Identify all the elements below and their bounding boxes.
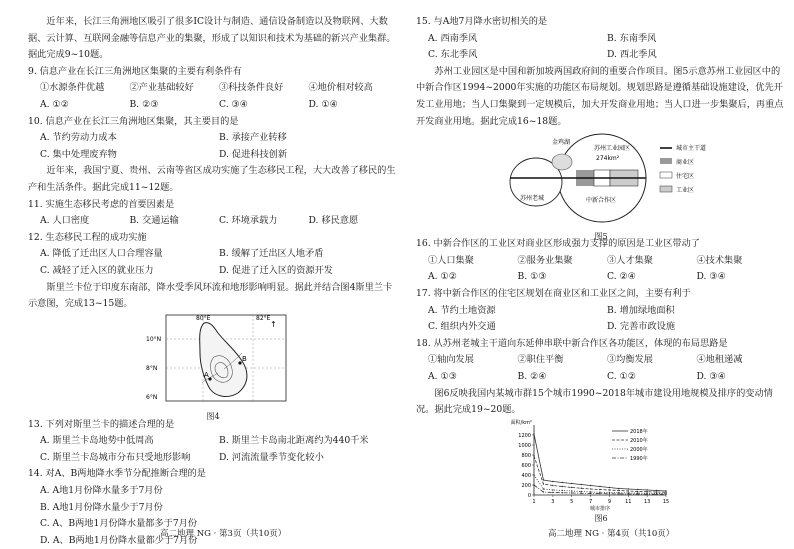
data-point — [590, 484, 591, 485]
data-point — [552, 491, 553, 492]
q16-opt: ②服务业集聚 — [517, 254, 573, 266]
q16-choice-d[interactable]: D. ③④ — [696, 271, 726, 283]
q11-choice-b[interactable]: B. 交通运输 — [129, 215, 179, 227]
lake — [552, 154, 572, 170]
data-point — [571, 482, 572, 483]
q9-choices — [28, 97, 398, 114]
figure-6 — [416, 419, 786, 524]
data-point — [656, 493, 657, 494]
lake-label: 金鸡湖 — [552, 139, 571, 147]
data-point — [599, 488, 600, 489]
q10-choice-b[interactable]: B. 承接产业转移 — [219, 132, 287, 144]
y-tick-label: 1000 — [518, 442, 531, 449]
q11-choice-a[interactable]: A. 人口密度 — [40, 215, 90, 227]
q11-choices — [28, 213, 398, 230]
q13-choices-row1 — [28, 433, 398, 450]
q10-choice-c[interactable]: C. 集中处理废弃物 — [40, 148, 117, 160]
data-point — [562, 485, 563, 486]
q9-opt: ④地价相对较高 — [308, 82, 373, 94]
q12-stem: 12. 生态移民工程的成功实施 — [28, 231, 147, 243]
y-tick-label: 200 — [521, 482, 531, 489]
x-tick-label: 15 — [662, 498, 670, 505]
data-point — [543, 491, 544, 492]
sri-lanka-map — [28, 313, 398, 405]
q9-choice-b[interactable]: B. ②③ — [129, 98, 159, 110]
q9-opts — [28, 80, 398, 97]
intro-13-15: 斯里兰卡位于印度东南部，降水受季风环流和地形影响明显。据此并结合图4斯里兰卡示意图，完成13~15题。 — [28, 281, 393, 310]
q10-choices-row1 — [28, 130, 398, 147]
q12-choice-a[interactable]: A. 降低了迁出区人口合理容量 — [40, 248, 163, 260]
y-tick-label: 600 — [521, 462, 531, 469]
q18-stem: 18. 从苏州老城主干道向东延伸串联中新合作区各功能区，体现的布局思路是 — [416, 337, 728, 349]
data-point — [618, 493, 619, 494]
x-tick-label: 9 — [607, 498, 612, 505]
x-tick-label: 13 — [643, 498, 651, 505]
q9-choice-d[interactable]: D. ①④ — [308, 98, 338, 110]
data-point — [543, 488, 544, 489]
figure-5 — [416, 130, 786, 241]
q14-choice-b[interactable]: B. A地1月份降水量少于7月份 — [40, 501, 163, 513]
q18-opt: ③均衡发展 — [607, 354, 653, 366]
legend-label: 2018年 — [630, 428, 648, 435]
q18-choice-b[interactable]: B. ②④ — [517, 370, 547, 382]
q10-choice-d[interactable]: D. 促进科技创新 — [219, 148, 288, 160]
q13-stem: 13. 下列对斯里兰卡的描述合理的是 — [28, 418, 175, 430]
data-point — [552, 480, 553, 481]
figure-6-chart — [416, 419, 786, 512]
data-point — [609, 486, 610, 487]
q14-choice-c[interactable]: C. A、B两地1月份降水量都多于7月份 — [40, 518, 198, 530]
q18-choice-d[interactable]: D. ③④ — [696, 370, 726, 382]
data-point — [665, 491, 666, 492]
q13-choice-b[interactable]: B. 斯里兰卡岛南北距离约为440千米 — [219, 435, 369, 447]
legend-label: 1990年 — [630, 455, 648, 462]
data-point — [543, 479, 544, 480]
data-point — [543, 483, 544, 484]
data-point — [590, 488, 591, 489]
data-point — [618, 487, 619, 488]
data-point — [656, 489, 657, 490]
q17-choices-row2 — [416, 319, 786, 336]
legend-label: 城市主干道 — [676, 145, 707, 153]
data-point — [637, 493, 638, 494]
q9-opt: ①水源条件优越 — [40, 82, 105, 94]
q12-choices-row1 — [28, 246, 398, 263]
q18-opts — [416, 352, 786, 369]
q18-opt: ④地租递减 — [696, 354, 743, 366]
data-point — [580, 487, 581, 488]
right-page — [416, 14, 786, 524]
q16-stem: 16. 中新合作区的工业区对商业区形成强力支撑的原因是工业区带动了 — [416, 238, 700, 250]
q15-choices-row2 — [416, 47, 786, 64]
suzhou-park-diagram — [416, 130, 786, 224]
data-point — [562, 492, 563, 493]
series-line — [534, 475, 666, 494]
q10-choices-row2 — [28, 147, 398, 164]
q9-opt: ③科技条件良好 — [219, 82, 284, 94]
x-tick-label: 11 — [625, 498, 632, 505]
q9-choice-c[interactable]: C. ③④ — [219, 98, 249, 110]
q16-opt: ①人口集聚 — [428, 254, 474, 266]
x-tick-label: 1 — [532, 498, 536, 505]
data-point — [637, 490, 638, 491]
q17-choice-d[interactable]: D. 完善市政设施 — [607, 321, 676, 333]
north-arrow-icon: ↑ — [270, 319, 277, 329]
data-point — [599, 491, 600, 492]
q13-choice-c[interactable]: C. 斯里兰卡岛城市分布只受地形影响 — [40, 451, 191, 463]
q16-opt: ③人才集聚 — [607, 254, 653, 266]
data-point — [580, 492, 581, 493]
q15-choice-c[interactable]: C. 东北季风 — [428, 49, 478, 61]
lat-label: 10°N — [146, 335, 162, 343]
intro-9-10: 近年来，长江三角洲地区吸引了很多IC设计与制造、通信设备制造以及物联网、大数据、云计算、互联网金融等信息产业的集聚，形成了以知识和技术为基础的新兴产业集群。据此完成9~10题。 — [28, 16, 396, 61]
y-tick-label: 800 — [521, 452, 531, 459]
q11-choice-d[interactable]: D. 移民意愿 — [308, 215, 359, 227]
q11-stem: 11. 实施生态移民考虑的首要因素是 — [28, 198, 175, 210]
q18-choices — [416, 369, 786, 386]
q9-opt: ②产业基础较好 — [129, 82, 194, 94]
q16-choice-a[interactable]: A. ①② — [428, 271, 457, 283]
legend — [660, 144, 706, 194]
left-footer: 高二地理 NG · 第3页（共10页） — [160, 529, 287, 539]
q17-choice-a[interactable]: A. 节约土地资源 — [428, 304, 496, 316]
data-point — [571, 490, 572, 491]
q18-choice-c[interactable]: C. ①② — [607, 370, 637, 382]
figure-5-caption: 图5 — [594, 231, 608, 241]
data-point — [609, 493, 610, 494]
data-point — [552, 489, 553, 490]
lat-label: 8°N — [146, 364, 158, 372]
data-point — [646, 489, 647, 490]
q13-choices-row2 — [28, 450, 398, 467]
data-point — [562, 489, 563, 490]
legend-label: 2010年 — [630, 437, 648, 444]
island-outline — [200, 322, 247, 396]
data-point — [533, 433, 534, 434]
left-page — [28, 14, 398, 549]
q15-choice-d[interactable]: D. 西北季风 — [607, 49, 657, 61]
legend-label: 商业区 — [676, 159, 695, 167]
q16-choice-b[interactable]: B. ①③ — [517, 271, 547, 283]
data-point — [609, 491, 610, 492]
lat-label: 6°N — [146, 393, 158, 401]
data-point — [533, 474, 534, 475]
q12-choice-c[interactable]: C. 减轻了迁入区的就业压力 — [40, 264, 154, 276]
figure-4-caption: 图4 — [206, 412, 220, 422]
data-point — [571, 486, 572, 487]
q12-choice-b[interactable]: B. 缓解了迁出区人地矛盾 — [219, 248, 324, 260]
data-point — [665, 490, 666, 491]
data-point — [533, 484, 534, 485]
q18-opt: ①轴向发展 — [428, 354, 474, 366]
data-point — [618, 489, 619, 490]
q16-opt: ④技术集聚 — [696, 254, 743, 266]
q10-choice-a[interactable]: A. 节约劳动力成本 — [40, 132, 117, 144]
legend-label: 住宅区 — [676, 173, 695, 181]
q15-choice-b[interactable]: B. 东南季风 — [607, 32, 657, 44]
figure-6-caption: 图6 — [594, 514, 608, 524]
coop-label: 中新合作区 — [586, 197, 617, 205]
data-point — [628, 488, 629, 489]
x-tick-label: 7 — [588, 498, 593, 505]
data-point — [628, 493, 629, 494]
park-label: 苏州工业园区 — [594, 145, 631, 153]
q14-choice-d[interactable]: D. A、B两地1月份降水量都少于7月份 — [40, 534, 198, 546]
data-point — [656, 491, 657, 492]
q14-choice-a[interactable]: A. A地1月份降水量多于7月份 — [40, 485, 163, 497]
y-tick-label: 400 — [521, 472, 531, 479]
data-point — [533, 455, 534, 456]
data-point — [580, 490, 581, 491]
data-point — [590, 491, 591, 492]
park-area-label: 274km² — [596, 155, 620, 163]
data-point — [599, 485, 600, 486]
q17-choice-c[interactable]: C. 组织内外交通 — [428, 321, 496, 333]
legend-label: 2000年 — [630, 446, 648, 453]
data-point — [646, 491, 647, 492]
q17-choices-row1 — [416, 303, 786, 320]
figure-4 — [28, 313, 398, 422]
data-point — [590, 492, 591, 493]
q17-stem: 17. 将中新合作区的住宅区规划在商业区和工业区之间，主要有利于 — [416, 287, 691, 299]
data-point — [571, 492, 572, 493]
point-b-label: B — [242, 354, 247, 363]
x-tick-label: 5 — [570, 498, 574, 505]
lon-label: 80°E — [196, 314, 211, 322]
point-a-label: A — [204, 370, 209, 379]
q9-choice-a[interactable]: A. ①② — [40, 98, 69, 110]
q17-choice-b[interactable]: B. 增加绿地面积 — [607, 304, 675, 316]
q13-choice-d[interactable]: D. 河流流量季节变化较小 — [219, 451, 324, 463]
q11-choice-c[interactable]: C. 环境承载力 — [219, 215, 278, 227]
q18-choice-a[interactable]: A. ①③ — [428, 370, 457, 382]
data-point — [562, 481, 563, 482]
q12-choices-row2 — [28, 263, 398, 280]
right-footer: 高二地理 NG · 第4页（共10页） — [548, 529, 675, 539]
q16-choices — [416, 269, 786, 286]
y-axis-label: 面积/km² — [510, 419, 532, 426]
q15-choice-a[interactable]: A. 西南季风 — [428, 32, 478, 44]
intro-16-18: 苏州工业园区是中国和新加坡两国政府间的重要合作项目。图5示意苏州工业园区中的中新合作区1994~2000年实施的功能区布局规划。规划思路是遵循基础设施建设，优先开发工业用地；当人口集聚到一定规模后，加大开发商业用地；当人口进一步集聚后，再重点开发商业用地。据此完成16~18题。 — [416, 65, 784, 127]
q15-stem: 15. 与A地7月降水密切相关的是 — [416, 16, 548, 27]
data-point — [628, 490, 629, 491]
legend-label: 工业区 — [676, 187, 695, 195]
q14-stem: 14. 对A、B两地降水季节分配推断合理的是 — [28, 468, 206, 480]
data-point — [665, 493, 666, 494]
x-tick-label: 3 — [551, 498, 555, 505]
data-point — [599, 493, 600, 494]
q16-choice-c[interactable]: C. ②④ — [607, 271, 637, 283]
q9-stem: 9. 信息产业在长江三角洲地区集聚的主要有利条件有 — [28, 65, 242, 77]
old-city-label: 苏州老城 — [520, 195, 545, 203]
lon-label: 82°E — [256, 314, 271, 322]
q15-choices-row1 — [416, 31, 786, 48]
point-a-marker — [208, 377, 211, 380]
data-point — [637, 488, 638, 489]
q16-opts — [416, 253, 786, 270]
data-point — [552, 484, 553, 485]
q10-stem: 10. 信息产业在长江三角洲地区集聚，其主要目的是 — [28, 115, 239, 127]
q13-choice-a[interactable]: A. 斯里兰卡岛地势中低周高 — [40, 435, 154, 447]
y-tick-label: 1200 — [518, 432, 531, 439]
intro-11-12: 近年来，我国宁夏、贵州、云南等省区成功实施了生态移民工程，大大改善了移民的生产和生活条件。据此完成11~12题。 — [28, 165, 396, 193]
data-point — [646, 493, 647, 494]
q18-opt: ②职住平衡 — [517, 354, 564, 366]
data-point — [580, 483, 581, 484]
y-tick-label: 0 — [527, 492, 531, 499]
intro-19-20: 图6反映我国内某城市群15个城市1990~2018年城市建设用地规模及排序的变动情况。据此完成19~20题。 — [416, 387, 773, 416]
data-point — [609, 489, 610, 490]
x-axis-label: 城市排序 — [589, 505, 611, 512]
q12-choice-d[interactable]: D. 促进了迁入区的资源开发 — [219, 264, 333, 276]
